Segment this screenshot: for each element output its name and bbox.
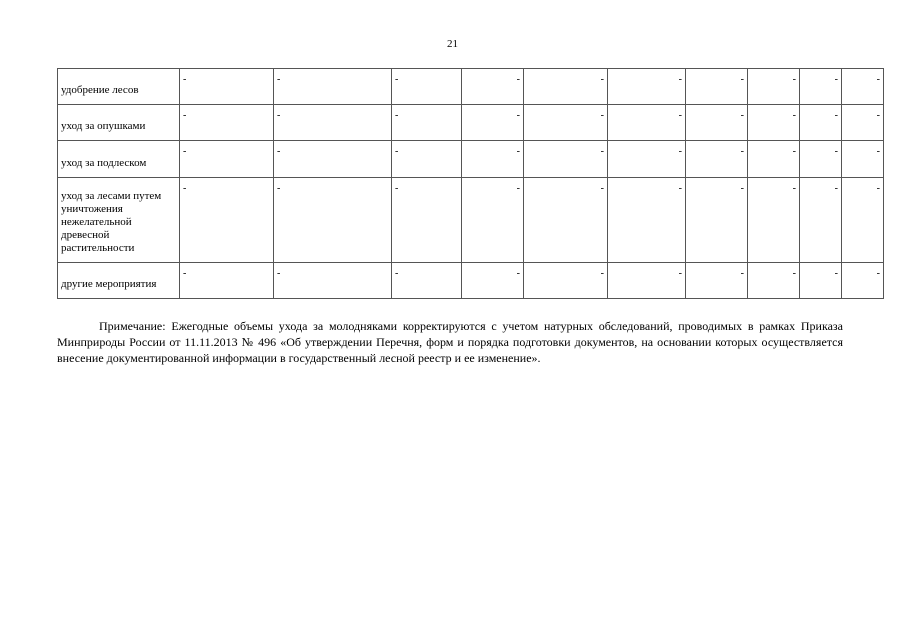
- table-cell: [748, 178, 800, 263]
- table-cell: [180, 69, 274, 105]
- table-cell: [800, 105, 842, 141]
- table-cell: [686, 141, 748, 178]
- table-cell: [524, 69, 608, 105]
- cell-value: -: [600, 183, 604, 194]
- row-label: другие мероприятия: [58, 263, 180, 299]
- cell-value: -: [792, 146, 796, 157]
- cell-value: -: [600, 110, 604, 121]
- table-cell: [608, 141, 686, 178]
- cell-value: -: [516, 110, 520, 121]
- cell-value: -: [876, 74, 880, 85]
- cell-value: -: [277, 268, 281, 279]
- table-cell: [686, 69, 748, 105]
- table-cell: [524, 263, 608, 299]
- table-cell: [462, 141, 524, 178]
- table-cell: [748, 141, 800, 178]
- cell-value: -: [834, 146, 838, 157]
- cell-value: -: [792, 110, 796, 121]
- cell-value: -: [600, 268, 604, 279]
- table-cell: [524, 141, 608, 178]
- table-cell: [608, 105, 686, 141]
- cell-value: -: [277, 146, 281, 157]
- cell-value: -: [678, 268, 682, 279]
- table-cell: [842, 141, 884, 178]
- cell-value: -: [876, 146, 880, 157]
- table-cell: [392, 178, 462, 263]
- table-cell: [462, 263, 524, 299]
- table-cell: [748, 263, 800, 299]
- table-cell: [180, 141, 274, 178]
- forest-care-table: [57, 68, 884, 299]
- row-label: уход за подлеском: [58, 141, 180, 178]
- table-cell: [392, 141, 462, 178]
- row-label: уход за лесами путем уничтожения нежелательной древесной растительности: [58, 178, 180, 263]
- table-cell: [608, 178, 686, 263]
- cell-value: -: [834, 268, 838, 279]
- table-cell: [748, 105, 800, 141]
- table-cell: [686, 263, 748, 299]
- table-cell: [800, 141, 842, 178]
- table-cell: [686, 105, 748, 141]
- cell-value: -: [516, 74, 520, 85]
- table-cell: [392, 105, 462, 141]
- cell-value: -: [183, 183, 187, 194]
- cell-value: -: [792, 74, 796, 85]
- cell-value: -: [740, 110, 744, 121]
- table-cell: [462, 105, 524, 141]
- table-cell: [608, 69, 686, 105]
- cell-value: -: [740, 268, 744, 279]
- cell-value: -: [792, 268, 796, 279]
- table-cell: [392, 69, 462, 105]
- table-cell: [274, 263, 392, 299]
- cell-value: -: [792, 183, 796, 194]
- cell-value: -: [395, 74, 399, 85]
- table-cell: [524, 105, 608, 141]
- cell-value: -: [277, 74, 281, 85]
- cell-value: -: [183, 268, 187, 279]
- cell-value: -: [678, 74, 682, 85]
- cell-value: -: [277, 110, 281, 121]
- cell-value: -: [183, 74, 187, 85]
- cell-value: -: [834, 110, 838, 121]
- cell-value: -: [277, 183, 281, 194]
- cell-value: -: [516, 183, 520, 194]
- table-cell: [842, 105, 884, 141]
- cell-value: -: [876, 110, 880, 121]
- cell-value: -: [600, 74, 604, 85]
- cell-value: -: [516, 268, 520, 279]
- cell-value: -: [183, 110, 187, 121]
- table-row: [58, 178, 884, 263]
- page-number: 21: [447, 38, 458, 50]
- table-cell: [462, 178, 524, 263]
- cell-value: -: [395, 268, 399, 279]
- table-row: [58, 69, 884, 105]
- cell-value: -: [740, 183, 744, 194]
- table-cell: [180, 105, 274, 141]
- cell-value: -: [678, 110, 682, 121]
- row-label: удобрение лесов: [58, 69, 180, 105]
- table-cell: [392, 263, 462, 299]
- cell-value: -: [834, 183, 838, 194]
- table-cell: [842, 178, 884, 263]
- cell-value: -: [183, 146, 187, 157]
- cell-value: -: [395, 110, 399, 121]
- table-cell: [800, 178, 842, 263]
- table-cell: [274, 178, 392, 263]
- table-row: [58, 263, 884, 299]
- table-cell: [800, 69, 842, 105]
- table-cell: [274, 141, 392, 178]
- table-cell: [800, 263, 842, 299]
- table-cell: [462, 69, 524, 105]
- table-cell: [274, 69, 392, 105]
- table-cell: [274, 105, 392, 141]
- table-cell: [842, 263, 884, 299]
- table-row: [58, 105, 884, 141]
- row-label: уход за опушками: [58, 105, 180, 141]
- cell-value: -: [678, 183, 682, 194]
- cell-value: -: [395, 183, 399, 194]
- table-cell: [748, 69, 800, 105]
- table-cell: [608, 263, 686, 299]
- cell-value: -: [876, 183, 880, 194]
- cell-value: -: [600, 146, 604, 157]
- table-cell: [524, 178, 608, 263]
- table-cell: [686, 178, 748, 263]
- table-row: [58, 141, 884, 178]
- cell-value: -: [740, 74, 744, 85]
- cell-value: -: [395, 146, 399, 157]
- table-cell: [180, 263, 274, 299]
- cell-value: -: [834, 74, 838, 85]
- table-cell: [180, 178, 274, 263]
- footnote: Примечание: Ежегодные объемы ухода за молодняками корректируются с учетом натурных обследований, проводимых в рамках Приказа Минприроды России от 11.11.2013 № 496 «Об утверждении Перечня, форм и порядка подготовки документов, на основании которых осуществляется внесение документированной информации в государственный лесной реестр и ее изменение».: [57, 319, 843, 365]
- cell-value: -: [678, 146, 682, 157]
- cell-value: -: [740, 146, 744, 157]
- cell-value: -: [876, 268, 880, 279]
- cell-value: -: [516, 146, 520, 157]
- table-cell: [842, 69, 884, 105]
